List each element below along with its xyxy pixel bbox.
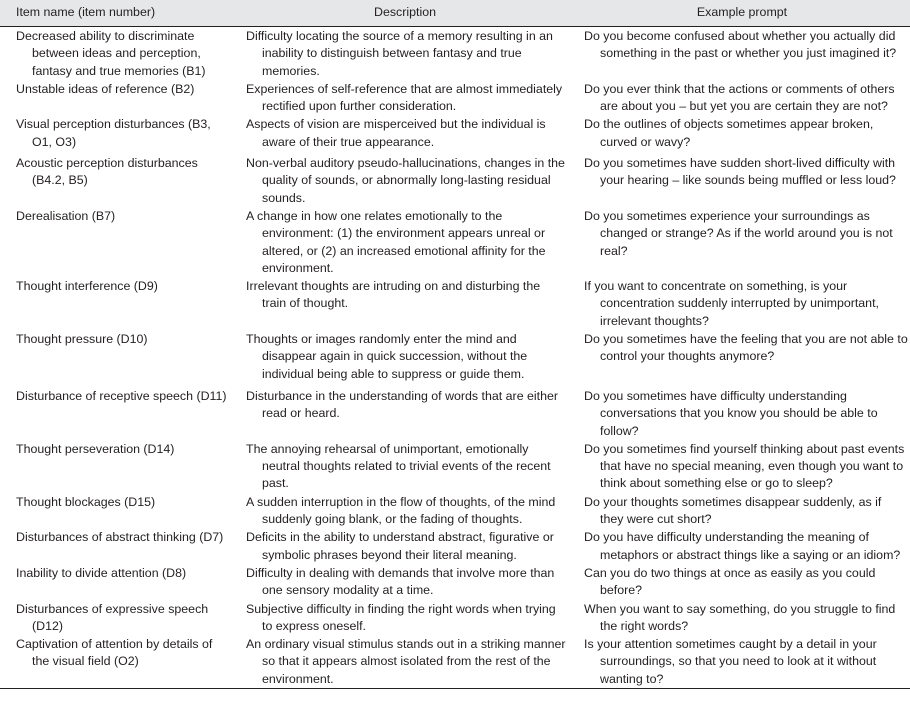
description-cell-text: Experiences of self-reference that are almost immediately rectified upon further consideration. (246, 81, 563, 114)
example-prompt-cell (574, 207, 910, 277)
description-cell-text: Difficulty in dealing with demands that involve more than one sensory modality at a time. (246, 565, 555, 598)
example-prompt-cell-text: Do you ever think that the actions or comments of others are about you – but yet you are certain they are not? (584, 81, 895, 114)
example-prompt-cell-text: Can you do two things at once as easily as you could before? (584, 565, 876, 598)
example-prompt-cell (574, 154, 910, 207)
example-prompt-cell-text: Do the outlines of objects sometimes appear broken, curved or wavy? (584, 117, 874, 149)
description-cell-text: Difficulty locating the source of a memory resulting in an inability to distinguish between fantasy and true memories. (246, 29, 553, 78)
description-cell-text: A sudden interruption in the flow of thoughts, of the mind suddenly going blank, or the fading of thoughts. (246, 494, 556, 527)
description-cell (236, 207, 574, 277)
example-prompt-cell-text: Do you sometimes experience your surroundings as changed or strange? As if the world around you is not real? (584, 208, 893, 258)
item-name-cell (0, 528, 236, 564)
item-name-cell-text: Inability to divide attention (D8) (16, 565, 187, 580)
table-row (0, 635, 910, 688)
table-row (0, 80, 910, 116)
example-prompt-cell (574, 387, 910, 440)
table-row (0, 330, 910, 387)
item-name-cell-text: Unstable ideas of reference (B2) (16, 81, 195, 96)
example-prompt-cell-text: Is your attention sometimes caught by a detail in your surroundings, so that you need to look at it without wanting to? (584, 637, 877, 686)
example-prompt-cell (574, 600, 910, 636)
table-row (0, 564, 910, 600)
item-name-cell-text: Derealisation (B7) (16, 208, 116, 223)
example-prompt-cell (574, 277, 910, 330)
table-row (0, 115, 910, 154)
example-prompt-cell (574, 564, 910, 600)
item-name-cell (0, 387, 236, 440)
example-prompt-cell (574, 440, 910, 493)
item-name-cell (0, 27, 236, 80)
example-prompt-cell-text: Do you sometimes have the feeling that you are not able to control your thoughts anymore? (584, 332, 908, 364)
table-row (0, 493, 910, 529)
table-row (0, 277, 910, 330)
item-name-cell-text: Thought perseveration (D14) (16, 441, 175, 456)
column-header-example-prompt: Example prompt (574, 0, 910, 27)
example-prompt-cell (574, 115, 910, 154)
description-cell (236, 387, 574, 440)
example-prompt-cell (574, 493, 910, 529)
item-name-cell-text: Visual perception disturbances (B3, O1, O3) (16, 117, 211, 149)
description-cell-text: Thoughts or images randomly enter the mind and disappear again in quick succession, without the individual being able to suppress or guide them. (246, 332, 528, 381)
item-name-cell-text: Disturbance of receptive speech (D11) (16, 388, 227, 403)
example-prompt-cell-text: If you want to concentrate on something, is your concentration suddenly interrupted by unimportant, irrelevant thoughts? (584, 279, 879, 328)
column-header-description: Description (236, 0, 574, 27)
description-cell (236, 27, 574, 80)
item-name-cell (0, 440, 236, 493)
item-name-cell (0, 330, 236, 387)
description-cell (236, 440, 574, 493)
item-name-cell (0, 277, 236, 330)
description-cell (236, 564, 574, 600)
description-cell-text: Deficits in the ability to understand abstract, figurative or symbolic phrases beyond their literal meaning. (246, 530, 554, 562)
item-name-cell-text: Disturbances of expressive speech (D12) (16, 601, 209, 633)
example-prompt-cell (574, 528, 910, 564)
table-row (0, 387, 910, 440)
example-prompt-cell-text: When you want to say something, do you struggle to find the right words? (584, 601, 896, 633)
item-name-cell-text: Decreased ability to discriminate between ideas and perception, fantasy and true memories (B1) (16, 29, 206, 78)
example-prompt-cell-text: Do you become confused about whether you actually did something in the past or whether you just imagined it? (584, 29, 897, 61)
example-prompt-cell (574, 635, 910, 688)
example-prompt-cell-text: Do you sometimes find yourself thinking about past events that have no special meaning, even though you want to think about something else or go to sleep? (584, 441, 905, 491)
item-name-cell-text: Disturbances of abstract thinking (D7) (16, 530, 224, 545)
description-cell (236, 154, 574, 207)
description-cell-text: Subjective difficulty in finding the right words when trying to express oneself. (246, 601, 556, 633)
item-name-cell (0, 493, 236, 529)
description-cell-text: Irrelevant thoughts are intruding on and disturbing the train of thought. (246, 279, 541, 311)
description-cell-text: A change in how one relates emotionally to the environment: (1) the environment appears unreal or altered, or (2) an increased emotional affinity for the environment. (246, 208, 546, 275)
item-name-cell (0, 600, 236, 636)
description-cell-text: Non-verbal auditory pseudo-hallucinations, changes in the quality of sounds, or abnormally long-lasting residual sounds. (246, 156, 565, 205)
item-name-cell (0, 154, 236, 207)
column-header-item-name: Item name (item number) (0, 0, 236, 27)
description-cell (236, 493, 574, 529)
example-prompt-cell-text: Do your thoughts sometimes disappear suddenly, as if they were cut short? (584, 494, 882, 527)
item-name-cell (0, 80, 236, 116)
item-name-cell (0, 564, 236, 600)
item-name-cell-text: Thought interference (D9) (16, 279, 158, 294)
description-cell-text: Disturbance in the understanding of words that are either read or heard. (246, 388, 559, 421)
description-cell (236, 115, 574, 154)
table-row (0, 440, 910, 493)
example-prompt-cell-text: Do you sometimes have sudden short-lived difficulty with your hearing – like sounds being muffled or less loud? (584, 156, 896, 188)
item-name-cell (0, 635, 236, 688)
table-header-row (0, 0, 910, 27)
description-cell-text: An ordinary visual stimulus stands out in a striking manner so that it appears almost isolated from the rest of the environment. (246, 637, 566, 686)
example-prompt-cell (574, 80, 910, 116)
example-prompt-cell (574, 27, 910, 80)
table-body (0, 27, 910, 689)
item-name-cell-text: Thought pressure (D10) (16, 332, 148, 347)
example-prompt-cell-text: Do you sometimes have difficulty understanding conversations that you know you should be able to follow? (584, 388, 878, 438)
item-name-cell-text: Captivation of attention by details of the visual field (O2) (16, 637, 213, 669)
table-row (0, 27, 910, 80)
example-prompt-cell (574, 330, 910, 387)
description-cell-text: The annoying rehearsal of unimportant, emotionally neutral thoughts related to trivial events of the recent past. (246, 441, 551, 491)
item-name-cell (0, 207, 236, 277)
description-cell (236, 528, 574, 564)
table-row (0, 600, 910, 636)
table-row (0, 207, 910, 277)
table-row (0, 154, 910, 207)
description-cell (236, 635, 574, 688)
item-name-cell-text: Thought blockages (D15) (16, 494, 156, 509)
table-row (0, 528, 910, 564)
description-cell-text: Aspects of vision are misperceived but the individual is aware of their true appearance. (246, 117, 546, 149)
description-cell (236, 277, 574, 330)
description-cell (236, 80, 574, 116)
example-prompt-cell-text: Do you have difficulty understanding the meaning of metaphors or abstract things like a saying or an idiom? (584, 530, 901, 562)
item-name-cell-text: Acoustic perception disturbances (B4.2, B5) (16, 156, 198, 188)
description-cell (236, 600, 574, 636)
item-name-cell (0, 115, 236, 154)
description-cell (236, 330, 574, 387)
